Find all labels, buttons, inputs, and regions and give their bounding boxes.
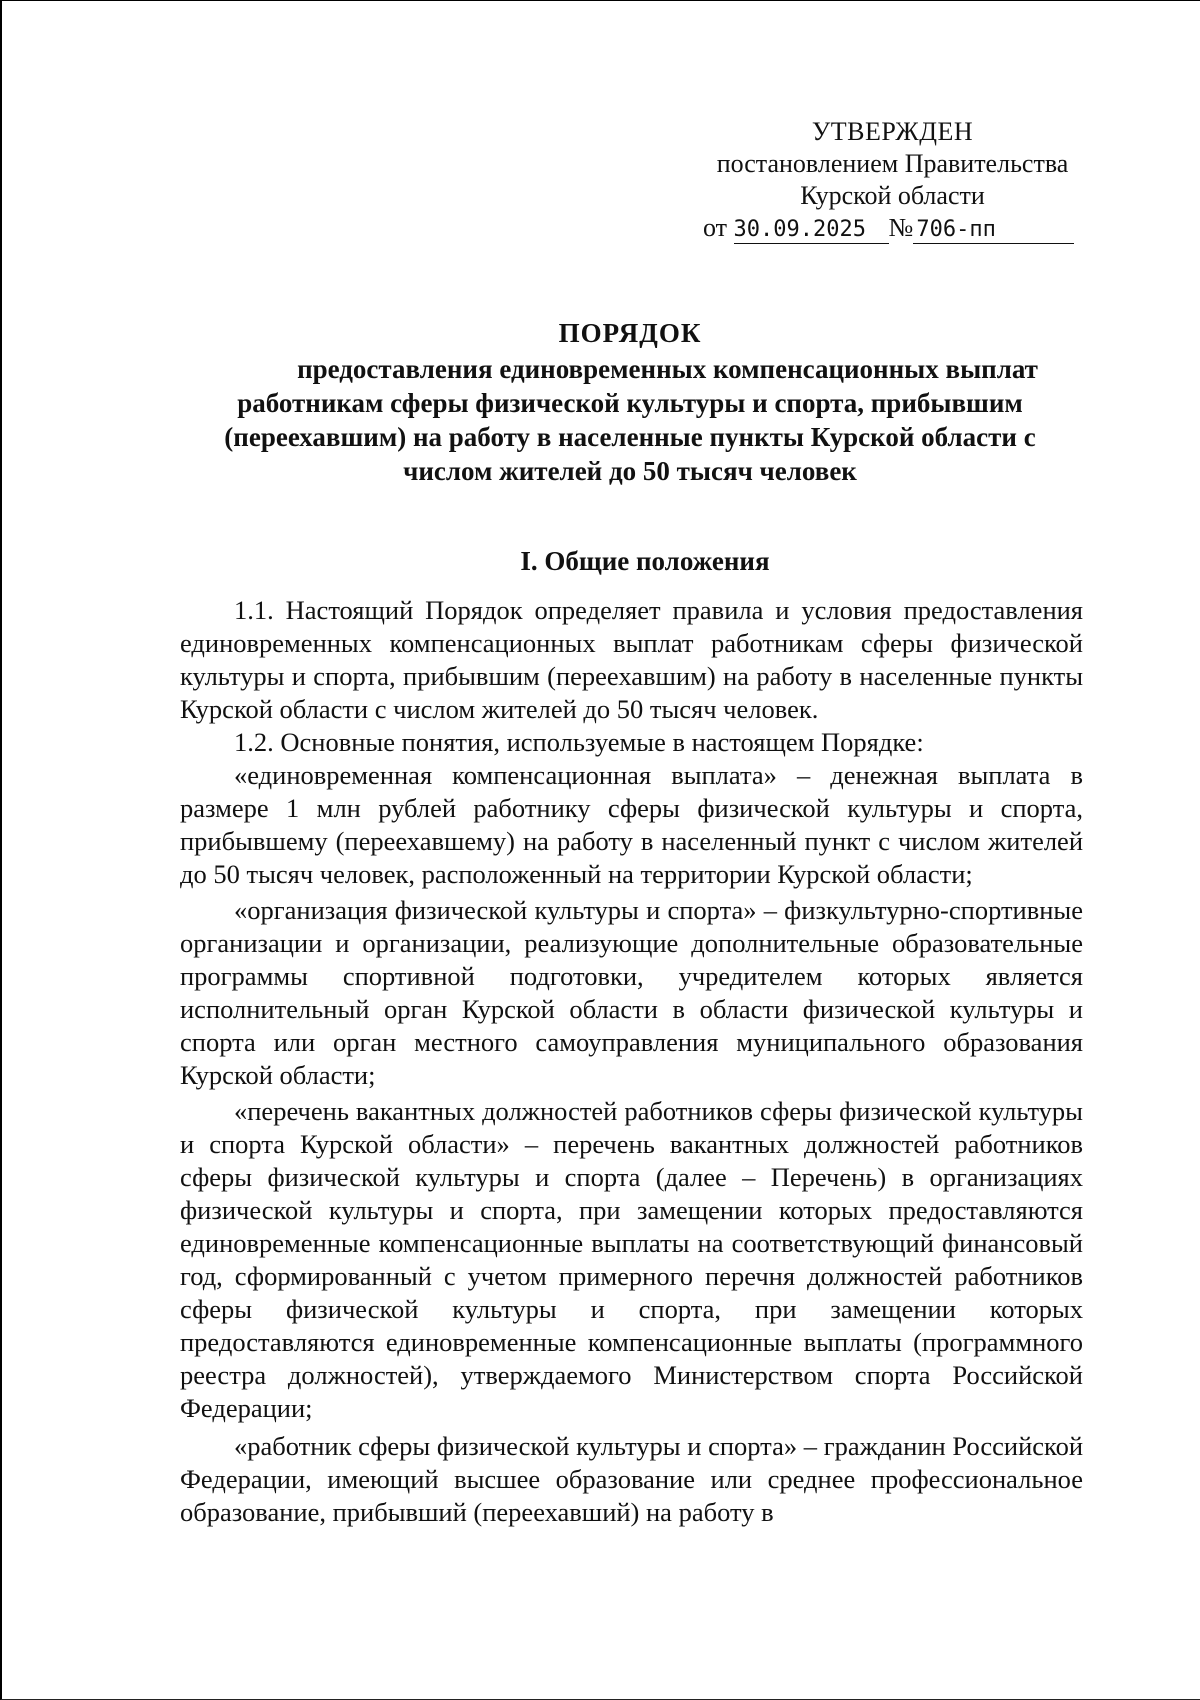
document-title: ПОРЯДОК bbox=[558, 318, 702, 348]
paragraph-1-2: 1.2. Основные понятия, используемые в настоящем Порядке: bbox=[234, 727, 924, 757]
document-subtitle-line: числом жителей до 50 тысяч человек bbox=[403, 456, 857, 486]
approval-from-prefix: от bbox=[703, 213, 728, 242]
document-subtitle-line: работникам сферы физической культуры и спорта, прибывшим bbox=[237, 388, 1023, 418]
document-subtitle-line: предоставления единовременных компенсационных выплат bbox=[297, 354, 1038, 384]
approval-number-sign: № bbox=[888, 213, 914, 242]
approval-date: 30.09.2025 bbox=[734, 217, 889, 244]
document-body bbox=[180, 594, 1083, 1529]
approval-date-line bbox=[700, 212, 1085, 244]
approval-number: 706-пп bbox=[913, 217, 1074, 244]
definition-vacancy-list: «перечень вакантных должностей работников сферы физической культуры и спорта Курской области» – перечень вакантных должностей работников сферы физической культуры и спорта (далее – Перечень) в организациях физической культуры и спорта, при замещении которых предоставляются единовременные компенсационные выплаты на соответствующий финансовый год, сформированный с учетом примерного перечня должностей работников сферы физической культуры и спорта, при замещении которых предоставляются единовременные компенсационные выплаты (программного реестра должностей), утверждаемого Министерством спорта Российской Федерации; bbox=[180, 1096, 1083, 1423]
approval-line-2: Курской области bbox=[800, 181, 985, 210]
definition-compensation-payment: «единовременная компенсационная выплата» – денежная выплата в размере 1 млн рублей работнику сферы физической культуры и спорта, прибывшему (переехавшему) на работу в населенный пункт с числом жителей до 50 тысяч человек, расположенный на территории Курской области; bbox=[180, 760, 1083, 889]
approval-line-1: постановлением Правительства bbox=[716, 149, 1069, 178]
document-title-block bbox=[180, 316, 1080, 488]
approval-title: УТВЕРЖДЕН bbox=[811, 117, 974, 146]
definition-sports-organization: «организация физической культуры и спорта» – физкультурно-спортивные организации и организации, реализующие дополнительные образовательные программы спортивной подготовки, учредителем которых является исполнительный орган Курской области в области физической культуры и спорта или орган местного самоуправления муниципального образования Курской области; bbox=[180, 895, 1083, 1090]
paragraph-1-1: 1.1. Настоящий Порядок определяет правила и условия предоставления единовременных компенсационных выплат работникам сферы физической культуры и спорта, прибывшим (переехавшим) на работу в населенные пункты Курской области с числом жителей до 50 тысяч человек. bbox=[180, 595, 1083, 724]
section-heading: I. Общие положения bbox=[520, 546, 770, 576]
document-subtitle-line: (переехавшим) на работу в населенные пункты Курской области с bbox=[224, 422, 1036, 452]
definition-sports-worker: «работник сферы физической культуры и спорта» – гражданин Российской Федерации, имеющий высшее образование или среднее профессиональное образование, прибывший (переехавший) на работу в bbox=[180, 1431, 1083, 1527]
approval-stamp bbox=[700, 116, 1085, 244]
